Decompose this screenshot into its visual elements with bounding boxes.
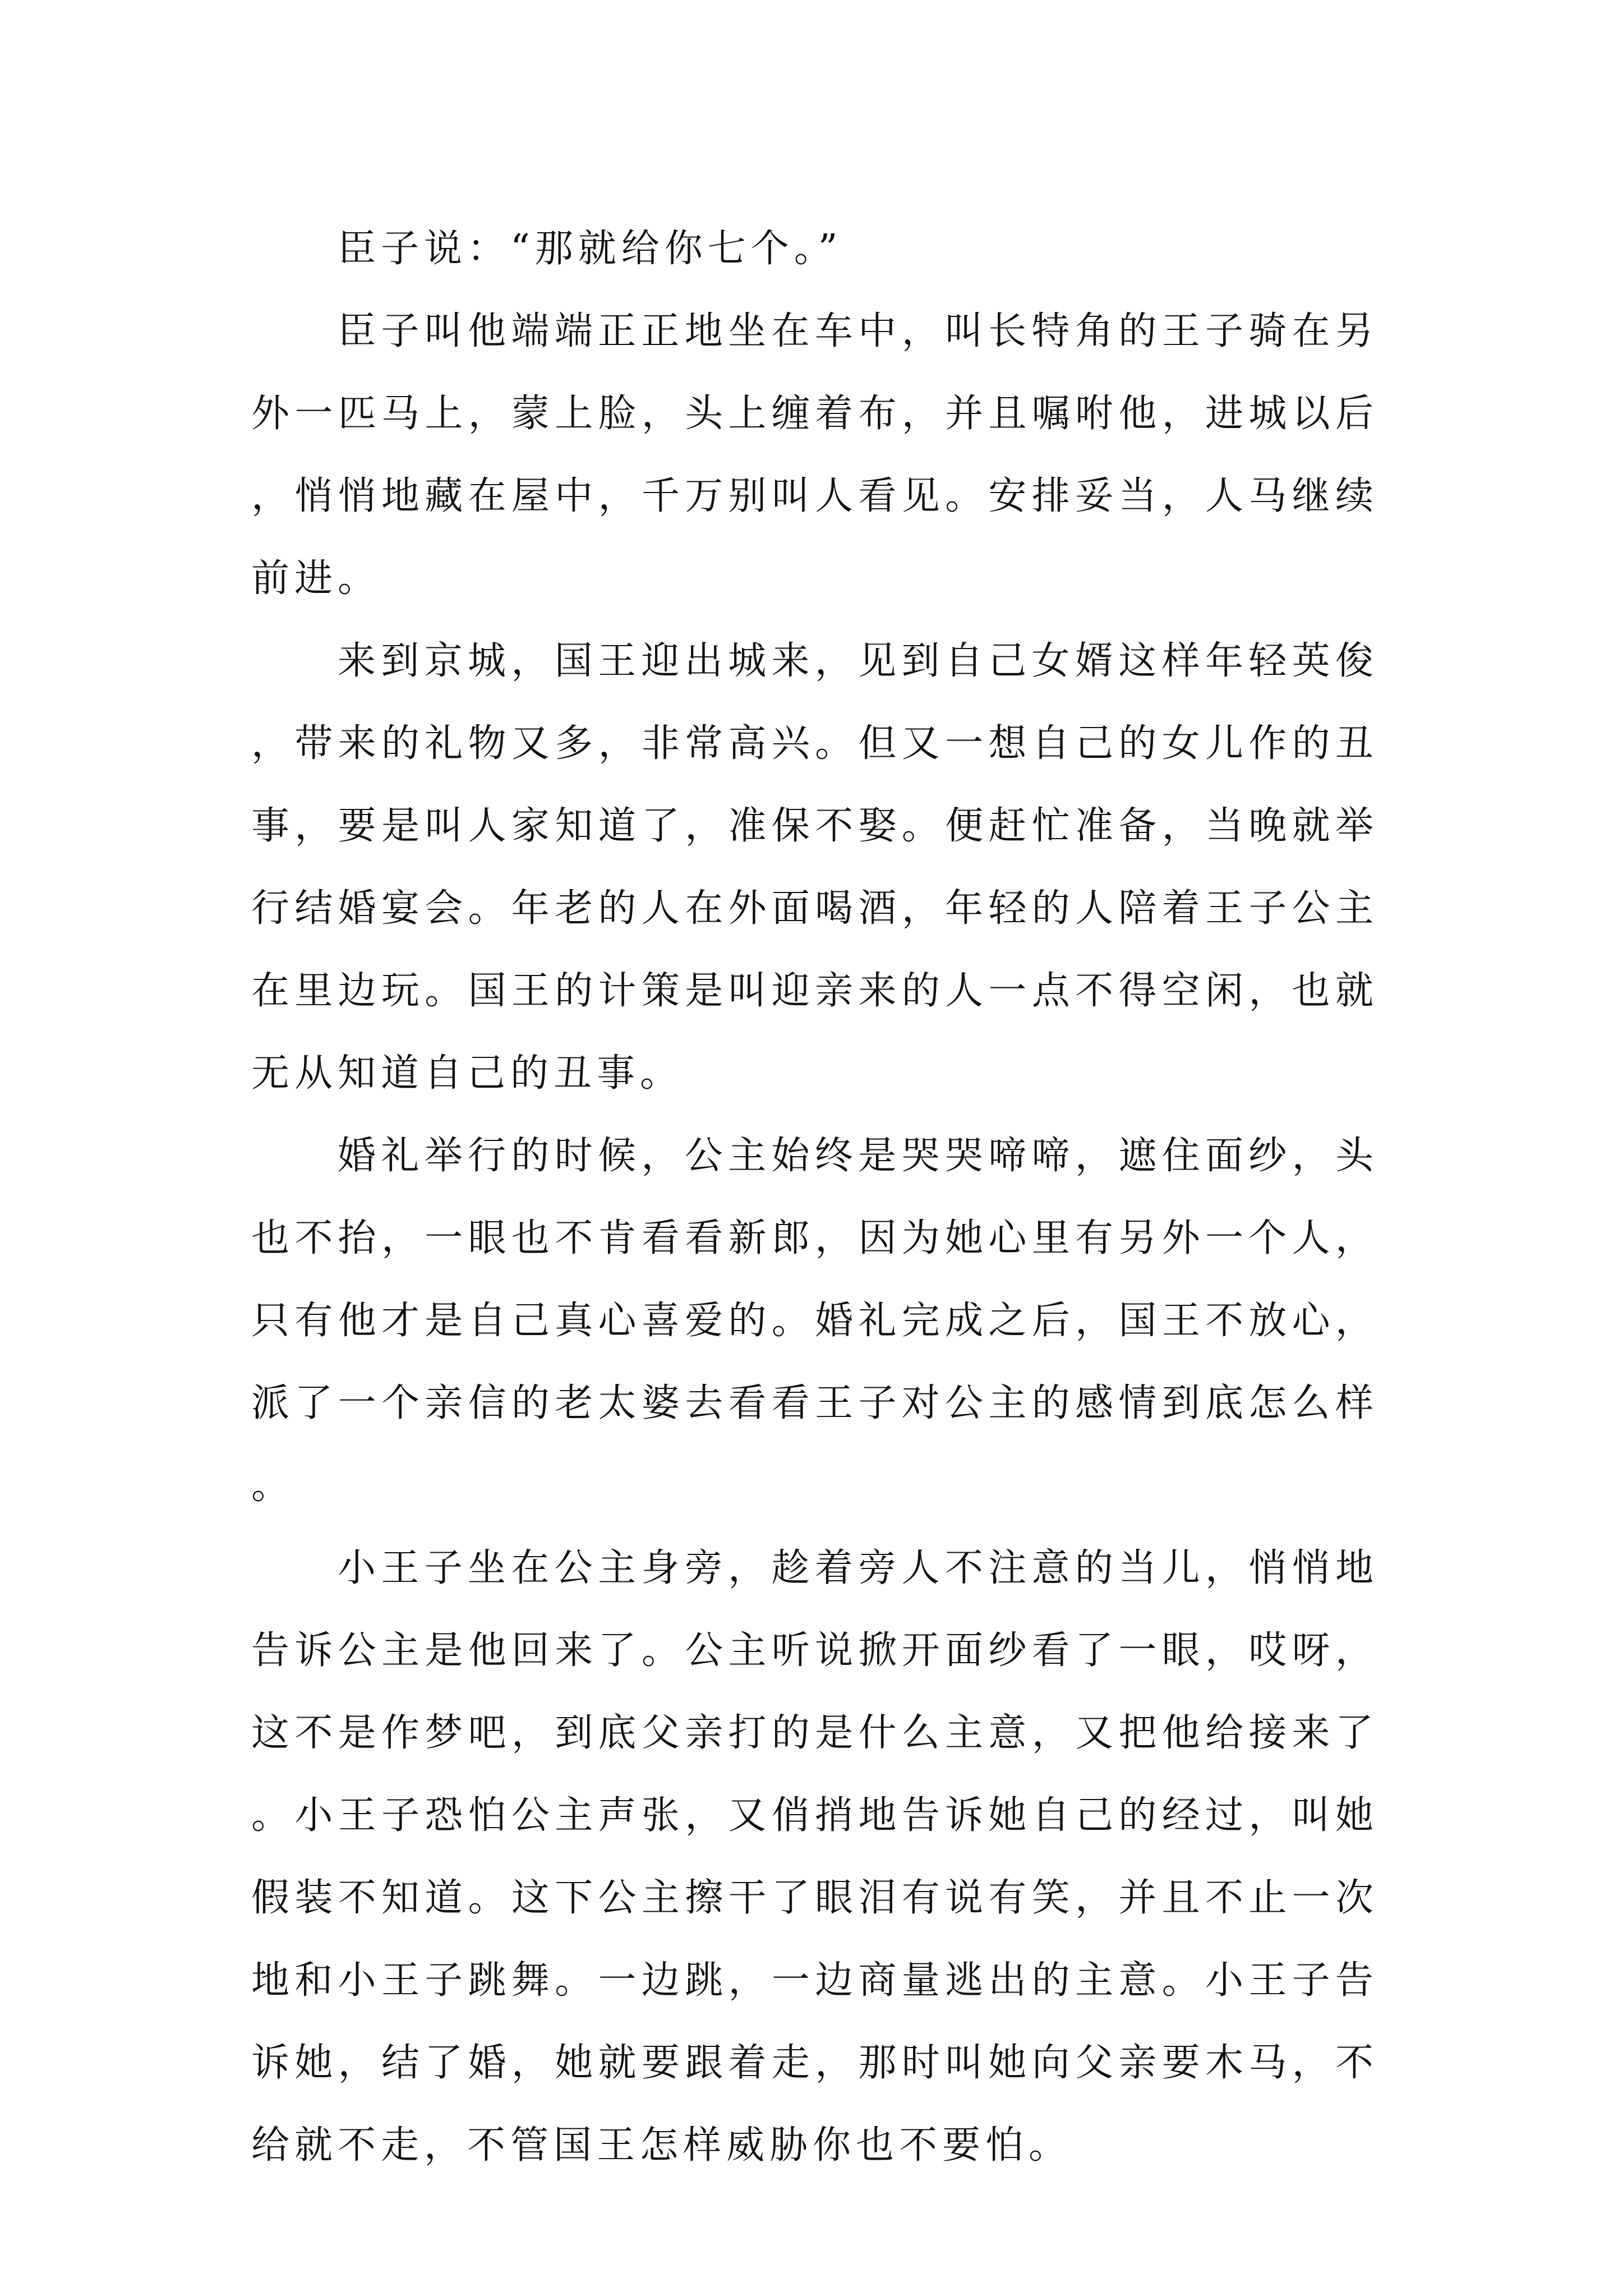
document-body	[251, 208, 1378, 2187]
paragraph: 婚礼举行的时候，公主始终是哭哭啼啼，遮住面纱，头也不抬，一眼也不肯看看新郎，因为她心里有另外一个人，只有他才是自己真心喜爱的。婚礼完成之后，国王不放心，派了一个亲信的老太婆去看看王子对公主的感情到底怎么样。	[251, 1134, 1378, 1508]
paragraph: 臣子说：“那就给你七个。”	[338, 227, 843, 271]
paragraph: 来到京城，国王迎出城来，见到自己女婿这样年轻英俊，带来的礼物又多，非常高兴。但又一想自己的女儿作的丑事，要是叫人家知道了，准保不娶。便赶忙准备，当晚就举行结婚宴会。年老的人在外面喝酒，年轻的人陪着王子公主在里边玩。国王的计策是叫迎亲来的人一点不得空闲，也就无从知道自己的丑事。	[251, 639, 1378, 1096]
paragraph: 小王子坐在公主身旁，趁着旁人不注意的当儿，悄悄地告诉公主是他回来了。公主听说掀开面纱看了一眼，哎呀，这不是作梦吧，到底父亲打的是什么主意，又把他给接来了。小王子恐怕公主声张，又俏捎地告诉她自己的经过，叫她假装不知道。这下公主擦干了眼泪有说有笑，并且不止一次地和小王子跳舞。一边跳，一边商量逃出的主意。小王子告诉她，结了婚，她就要跟着走，那时叫她向父亲要木马，不给就不走，不管国王怎样威胁你也不要怕。	[251, 1546, 1378, 2168]
paragraph: 臣子叫他端端正正地坐在车中，叫长特角的王子骑在另外一匹马上，蒙上脸，头上缠着布，并且嘱咐他，进城以后，悄悄地藏在屋中，千万别叫人看见。安排妥当，人马继续前进。	[251, 309, 1378, 601]
